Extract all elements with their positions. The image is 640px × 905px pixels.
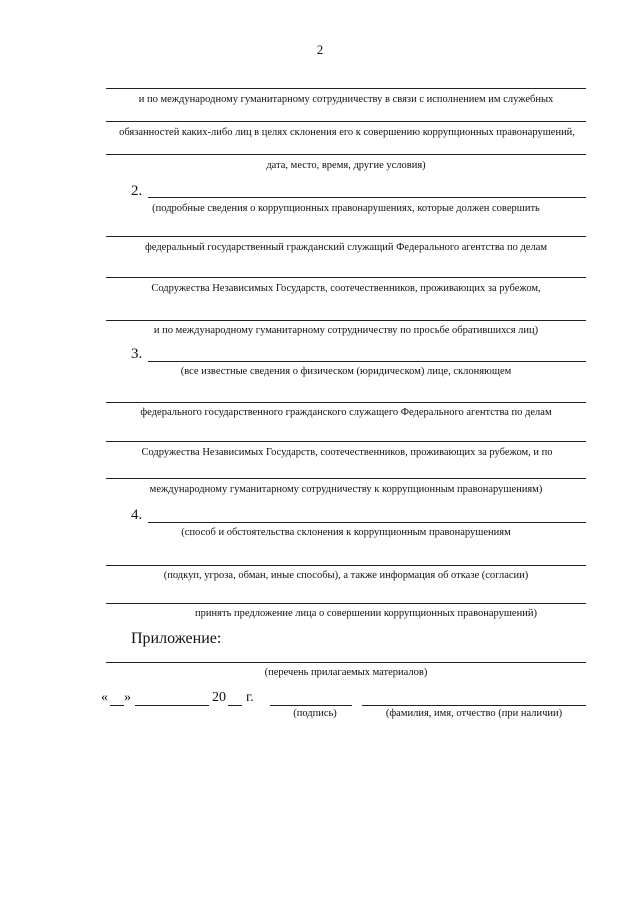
fill-line [148, 522, 586, 523]
date-day-line [110, 705, 124, 706]
caption-line: Содружества Независимых Государств, соотечественников, проживающих за рубежом, и по [141, 447, 553, 458]
caption-line: и по международному гуманитарному сотрудничеству по просьбе обратившихся лиц) [153, 325, 539, 336]
name-line [362, 705, 586, 706]
page-number: 2 [316, 42, 324, 57]
fill-line [106, 402, 586, 403]
fill-line [106, 478, 586, 479]
caption-line: международному гуманитарному сотрудничеству к коррупционным правонарушениям) [149, 484, 543, 495]
caption-line: принять предложение лица о совершении коррупционных правонарушений) [195, 608, 537, 619]
fill-line [148, 361, 586, 362]
fill-line [106, 565, 586, 566]
fill-line [106, 236, 586, 237]
section-number: 3. [131, 346, 143, 362]
section-number: 4. [131, 507, 143, 523]
date-month-line [135, 705, 209, 706]
date-year-suffix: г. [246, 690, 254, 705]
fill-line [106, 154, 586, 155]
fill-line [106, 277, 586, 278]
caption-line: федеральный государственный гражданский служащий Федерального агентства по делам [145, 242, 547, 253]
caption-line: федерального государственного гражданского служащего Федерального агентства по делам [140, 407, 552, 418]
fill-line [106, 441, 586, 442]
caption-line: (все известные сведения о физическом (юридическом) лице, склоняющем [180, 366, 512, 377]
caption-line: Содружества Независимых Государств, соотечественников, проживающих за рубежом, [151, 283, 541, 294]
fill-line [106, 603, 586, 604]
date-close-quote: » [124, 690, 131, 705]
name-caption: (фамилия, имя, отчество (при наличии) [385, 708, 563, 719]
fill-line [106, 662, 586, 663]
date-year-line [228, 705, 242, 706]
fill-line [106, 88, 586, 89]
signature-caption: (подпись) [293, 708, 337, 719]
date-year-prefix: 20 [212, 690, 226, 705]
signature-line [270, 705, 352, 706]
date-open-quote: « [101, 690, 108, 705]
attachment-caption: (перечень прилагаемых материалов) [264, 667, 428, 678]
caption-line: и по международному гуманитарному сотрудничеству в связи с исполнением им служебных [138, 94, 554, 105]
caption-line: (подкуп, угроза, обман, иные способы), а также информация об отказе (согласии) [163, 570, 529, 581]
fill-line [148, 197, 586, 198]
fill-line [106, 320, 586, 321]
caption-line: (способ и обстоятельства склонения к коррупционным правонарушениям [181, 527, 511, 538]
caption-line: (подробные сведения о коррупционных правонарушениях, которые должен совершить [152, 203, 540, 214]
section-number: 2. [131, 183, 143, 199]
caption-line: дата, место, время, другие условия) [266, 160, 426, 171]
attachment-title: Приложение: [131, 630, 222, 647]
caption-line: обязанностей каких-либо лиц в целях склонения его к совершению коррупционных правонарушений, [119, 127, 575, 138]
fill-line [106, 121, 586, 122]
